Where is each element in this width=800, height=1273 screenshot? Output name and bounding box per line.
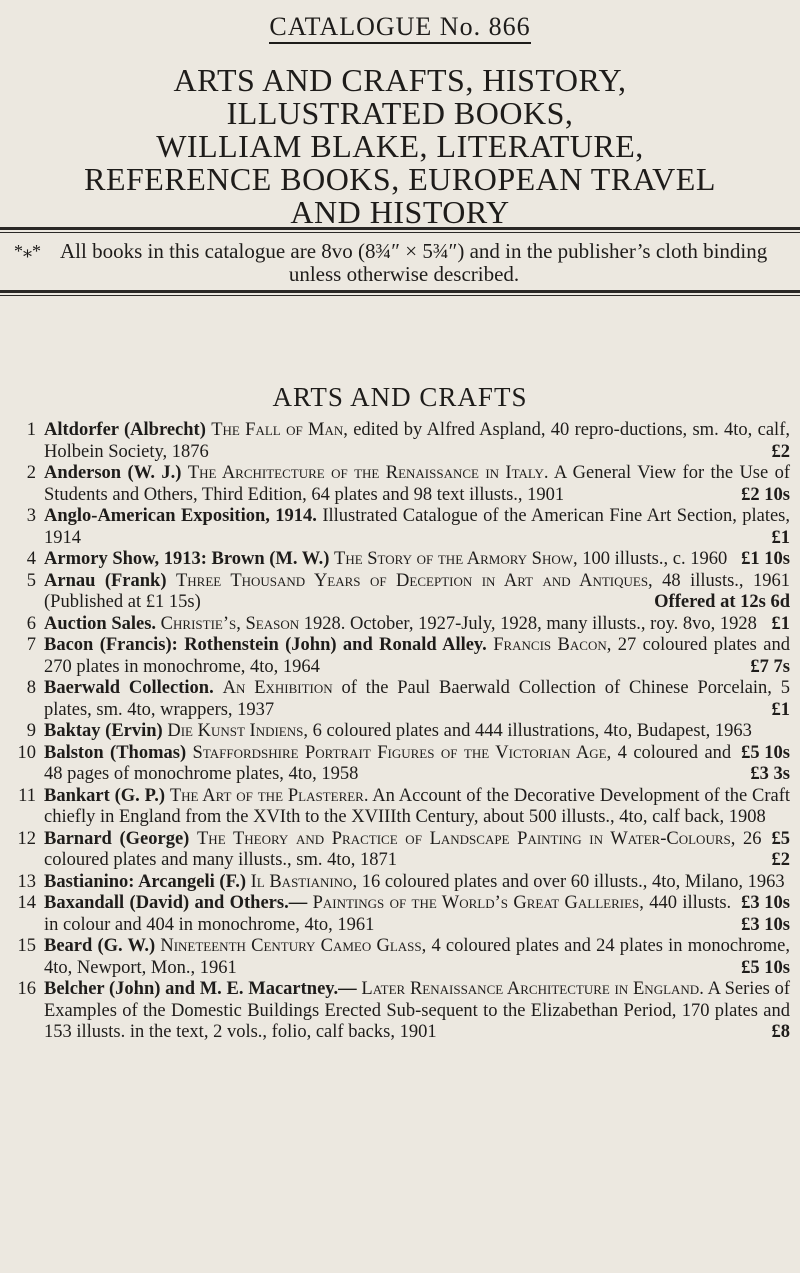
entry-description: A Series of Examples of the Domestic Buildings Erected Sub-sequent to the Elizabethan Period, 170 plates and 153 illusts. in the text, 2 vols., folio, calf backs, 1901 — [44, 979, 791, 1042]
catalogue-entry — [0, 420, 800, 463]
entry-description: 26 coloured plates and many illusts., sm. 4to, 1871 — [44, 828, 762, 870]
entry-number: 4 — [26, 549, 36, 569]
entry-author: Barnard (George) — [44, 828, 190, 849]
entry-number: 3 — [26, 506, 36, 526]
catalogue-entry — [0, 506, 800, 549]
entry-number: 9 — [26, 721, 36, 741]
entry-title: Il Bastianino, — [250, 871, 358, 892]
divider-rule — [0, 232, 800, 233]
divider-rule — [0, 295, 800, 296]
entry-description: 100 illusts., c. 1960 — [582, 549, 728, 569]
note-line: All books in this catalogue are 8vo (8¾″ × 5¾″) and in the publisher’s cloth binding — [60, 239, 768, 263]
catalogue-entry — [0, 614, 800, 636]
entry-body — [44, 614, 790, 636]
entry-description: October, 1927-July, 1928, many illusts., roy. 8vo, 1928 — [349, 613, 757, 634]
catalogue-entry — [0, 678, 800, 721]
entry-description: 16 coloured plates and over 60 illusts., 4to, Milano, 1963 — [361, 871, 785, 892]
entry-description: 48 illusts., 1961 (Published at £1 15s) — [44, 570, 791, 612]
entry-number: 15 — [17, 936, 36, 956]
entry-price: £2 — [771, 441, 790, 462]
entry-description: A General View for the Use of Students and Others, Third Edition, 64 plates and 98 text illusts., 1901 — [44, 463, 790, 505]
entry-author: Baktay (Ervin) — [44, 721, 163, 741]
entry-body — [44, 936, 790, 979]
entry-number: 5 — [26, 570, 36, 591]
entry-price: £1 — [771, 699, 790, 720]
entry-description: An Account of the Decorative Development of the Craft chiefly in England from the XVIth to the XVIIIth Century, about 500 illusts., 4to, calf back, 1908 — [44, 785, 791, 827]
entry-title: Die Kunst Indiens, — [167, 721, 308, 741]
section-heading: ARTS AND CRAFTS — [272, 382, 528, 412]
entry-price: £5 10s — [741, 957, 790, 978]
title-line: ARTS AND CRAFTS, HISTORY, — [173, 62, 627, 98]
entry-body — [44, 893, 790, 936]
entry-price: £5 10s — [741, 742, 790, 763]
entry-body — [44, 979, 790, 1044]
entry-author: Bacon (Francis): Rothenstein (John) and Ronald Alley. — [44, 635, 487, 655]
entry-body — [44, 549, 790, 571]
entry-number: 7 — [26, 635, 36, 655]
entry-price: £5 — [771, 828, 790, 849]
entry-description: edited by Alfred Aspland, 40 repro-ductions, sm. 4to, calf, Holbein Society, 1876 — [44, 420, 790, 462]
entry-author: Balston (Thomas) — [44, 742, 187, 763]
entry-body — [44, 420, 790, 463]
entry-description: of the Paul Baerwald Collection of Chinese Porcelain, 5 plates, sm. 4to, wrappers, 1937 — [44, 678, 791, 720]
entry-author: Bankart (G. P.) — [44, 785, 166, 806]
entry-title: Later Renaissance Architecture in England. — [361, 979, 704, 999]
entry-price: Offered at 12s 6d — [654, 592, 790, 612]
entry-number: 12 — [17, 828, 36, 849]
entry-number: 13 — [17, 871, 36, 892]
catalogue-entry — [0, 936, 800, 979]
catalogue-entry — [0, 893, 800, 936]
entry-price: £7 7s — [750, 656, 790, 677]
entry-author: Beard (G. W.) — [44, 936, 156, 956]
title-line: AND HISTORY — [290, 194, 510, 230]
entry-title: The Art of the Plasterer. — [169, 785, 369, 806]
entry-author: Bastianino: Arcangeli (F.) — [44, 871, 246, 892]
entry-description: 440 illusts. in colour and 404 in monochrome, 4to, 1961 — [44, 893, 732, 935]
entry-body — [44, 506, 790, 549]
entry-price: £1 10s — [741, 549, 790, 569]
entry-title: Staffordshire Portrait Figures of the Victorian Age, — [192, 742, 612, 763]
entry-price: £1 — [771, 613, 790, 634]
divider-rule — [0, 227, 800, 230]
entry-author: Anglo-American Exposition, 1914. — [44, 506, 317, 526]
entry-description: 27 coloured plates and 270 plates in monochrome, 4to, 1964 — [44, 635, 790, 677]
entry-author: Auction Sales. — [44, 613, 157, 634]
entry-price: £8 — [771, 1022, 790, 1042]
entry-title: The Architecture of the Renaissance in Italy. — [187, 463, 549, 483]
entry-number: 16 — [17, 979, 36, 999]
entry-description: 6 coloured plates and 444 illustrations, 4to, Budapest, 1963 — [312, 721, 752, 741]
entry-title: Christie’s, Season 1928. — [160, 613, 346, 634]
catalogue-entry — [0, 549, 800, 571]
entry-number: 2 — [26, 463, 36, 483]
title-line: ILLUSTRATED BOOKS, — [226, 95, 574, 131]
entry-body — [44, 829, 790, 872]
entry-body — [44, 743, 790, 786]
entry-number: 14 — [17, 893, 36, 913]
entry-body — [44, 635, 790, 678]
entry-title: The Fall of Man, — [211, 420, 348, 440]
title-line: REFERENCE BOOKS, EUROPEAN TRAVEL — [84, 161, 716, 197]
entry-body — [44, 571, 790, 614]
entry-author: Altdorfer (Albrecht) — [44, 420, 206, 440]
entry-number: 11 — [18, 785, 36, 806]
entry-author: Arnau (Frank) — [44, 570, 167, 591]
note-line: unless otherwise described. — [288, 262, 520, 286]
catalogue-entry — [0, 635, 800, 678]
entry-author: Baerwald Collection. — [44, 678, 214, 698]
catalogue-number: CATALOGUE No. 866 — [0, 12, 800, 42]
entry-author: Armory Show, 1913: Brown (M. W.) — [44, 549, 330, 569]
entry-body — [44, 678, 790, 721]
entry-title: The Theory and Practice of Landscape Painting in Water-Colours, — [197, 828, 736, 849]
catalogue-title — [40, 64, 760, 229]
entry-price: £3 10s — [741, 914, 790, 935]
divider-rule — [0, 290, 800, 293]
catalogue-entry — [0, 829, 800, 872]
entry-title: Francis Bacon, — [493, 635, 612, 655]
catalogue-entry — [0, 743, 800, 786]
entry-number: 6 — [26, 613, 36, 634]
entry-price: £2 — [771, 850, 790, 870]
entry-number: 1 — [26, 420, 36, 440]
entry-number: 10 — [17, 742, 36, 763]
catalogue-entry — [0, 979, 800, 1044]
entry-title: The Story of the Armory Show, — [334, 549, 578, 569]
entry-description: Illustrated Catalogue of the American Fine Art Section, plates, 1914 — [44, 506, 791, 548]
title-line: WILLIAM BLAKE, LITERATURE, — [156, 128, 644, 164]
entry-price: £3 3s — [750, 764, 790, 784]
entry-title: An Exhibition — [222, 678, 333, 698]
entry-author: Anderson (W. J.) — [44, 463, 182, 483]
entry-description: 4 coloured and 48 pages of monochrome plates, 4to, 1958 — [44, 742, 732, 784]
catalogue-entry — [0, 571, 800, 614]
entry-description: 4 coloured plates and 24 plates in monochrome, 4to, Newport, Mon., 1961 — [44, 936, 790, 978]
entry-price: £1 — [771, 527, 790, 548]
catalogue-entry — [0, 463, 800, 506]
entry-price: £3 10s — [741, 893, 790, 913]
entry-author: Belcher (John) and M. E. Macartney.— — [44, 979, 357, 999]
entry-author: Baxandall (David) and Others.— — [44, 893, 308, 913]
entry-title: Nineteenth Century Cameo Glass, — [160, 936, 427, 956]
entry-body — [44, 463, 790, 506]
entry-title: Paintings of the World’s Great Galleries, — [312, 893, 644, 913]
entry-title: Three Thousand Years of Deception in Art and Antiques, — [175, 570, 653, 591]
entry-number: 8 — [26, 678, 36, 698]
asterism-icon: *⁎* — [14, 241, 41, 261]
entry-price: £2 10s — [741, 484, 790, 505]
entry-list — [0, 420, 800, 1044]
